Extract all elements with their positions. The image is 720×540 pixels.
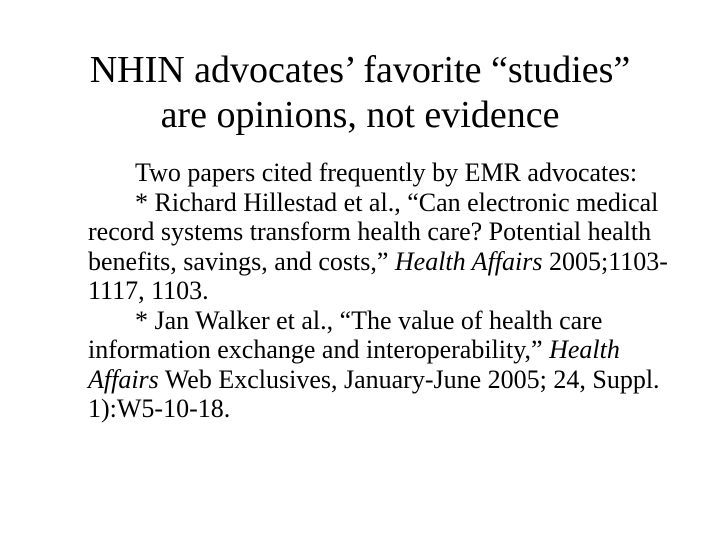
slide-body <box>88 158 688 424</box>
reference-walker-citation: Web Exclusives, January-June 2005; 24, Suppl. 1):W5-10-18. <box>88 364 660 423</box>
reference-walker <box>88 306 688 424</box>
slide-title <box>40 48 680 138</box>
reference-walker-journal: Health Affairs <box>88 335 620 394</box>
reference-hillestad-journal: Health Affairs <box>394 246 543 276</box>
reference-hillestad-citation: 2005;1103-1117, 1103. <box>88 246 668 305</box>
reference-hillestad <box>88 188 688 306</box>
title-line-2: are opinions, not evidence <box>160 94 560 136</box>
reference-walker-text: * Jan Walker et al., “The value of health care information exchange and interoperability,” <box>88 305 603 364</box>
reference-hillestad-text: * Richard Hillestad et al., “Can electronic medical record systems transform health care? Potential health benefits, savings, and costs,” <box>88 187 659 276</box>
intro-paragraph: Two papers cited frequently by EMR advocates: <box>135 158 638 187</box>
title-line-1: NHIN advocates’ favorite “studies” <box>89 49 631 91</box>
